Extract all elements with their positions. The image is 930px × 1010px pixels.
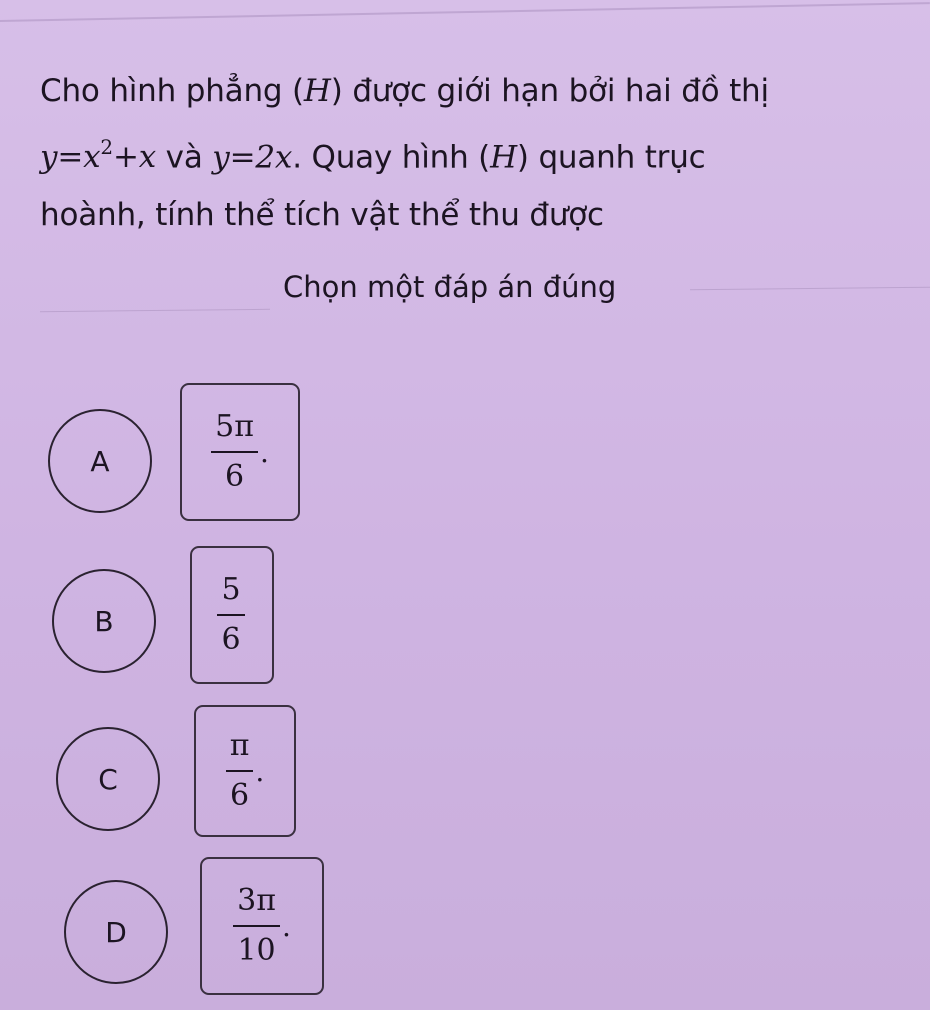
option-b-fraction: [217, 572, 246, 658]
question-conjunction: và: [156, 139, 213, 176]
option-c-denominator: 6: [230, 778, 250, 813]
option-d-denominator: 10: [237, 933, 276, 968]
option-a-answer[interactable]: [180, 383, 300, 521]
equation-parabola: $y=x^2+x$: [40, 135, 157, 176]
question-line-1: [40, 62, 890, 120]
answer-prompt: Chọn một đáp án đúng: [283, 270, 617, 304]
option-d-fraction: [233, 883, 291, 969]
question-line-2: [40, 120, 890, 186]
fraction-bar: [233, 925, 280, 927]
option-a-fraction: [211, 409, 269, 495]
question-line-1-end: ) được giới hạn bởi hai đồ thị: [330, 73, 769, 109]
fraction-bar: [211, 451, 258, 453]
option-a-numerator: 5π: [215, 409, 254, 444]
question-text: [40, 62, 890, 244]
equation-parabola-exponent: 2: [100, 135, 113, 159]
option-c-fraction: [226, 728, 265, 814]
option-b-letter[interactable]: B: [52, 569, 156, 673]
option-d-numerator: 3π: [237, 883, 276, 918]
equation-line-rhs: 2x: [255, 139, 293, 176]
question-line-3: hoành, tính thể tích vật thể thu được: [40, 197, 604, 234]
option-d-period: .: [281, 909, 291, 943]
question-line-2-end: ) quanh trục: [516, 139, 706, 176]
option-b-denominator: 6: [221, 622, 241, 657]
equation-parabola-lhs: y: [40, 139, 58, 176]
question-line-2-middle: . Quay hình (: [292, 139, 491, 176]
option-b-answer[interactable]: [190, 546, 274, 684]
equation-line-lhs: y: [212, 139, 230, 176]
option-c-answer[interactable]: [194, 705, 296, 837]
option-a-denominator: 6: [225, 459, 245, 494]
option-a-period: .: [259, 435, 269, 469]
option-b-numerator: 5: [221, 572, 241, 607]
prompt-divider-left: [40, 309, 270, 312]
option-c-numerator: π: [229, 728, 250, 763]
option-a-letter[interactable]: A: [48, 409, 152, 513]
region-variable-h: H: [303, 73, 331, 109]
prompt-divider-right: [690, 287, 930, 291]
option-d-letter[interactable]: D: [64, 880, 168, 984]
equation-parabola-x: x: [83, 139, 101, 176]
top-divider: [0, 2, 930, 22]
equation-line: y=2x: [212, 139, 293, 176]
fraction-bar: [217, 614, 244, 616]
option-c-letter[interactable]: C: [56, 727, 160, 831]
option-c-period: .: [255, 754, 265, 788]
region-variable-h-2: H: [490, 139, 517, 176]
option-d-answer[interactable]: [200, 857, 324, 995]
fraction-bar: [226, 770, 254, 772]
question-line-1-start: Cho hình phẳng (: [40, 73, 304, 109]
equation-parabola-tail: x: [138, 139, 157, 176]
